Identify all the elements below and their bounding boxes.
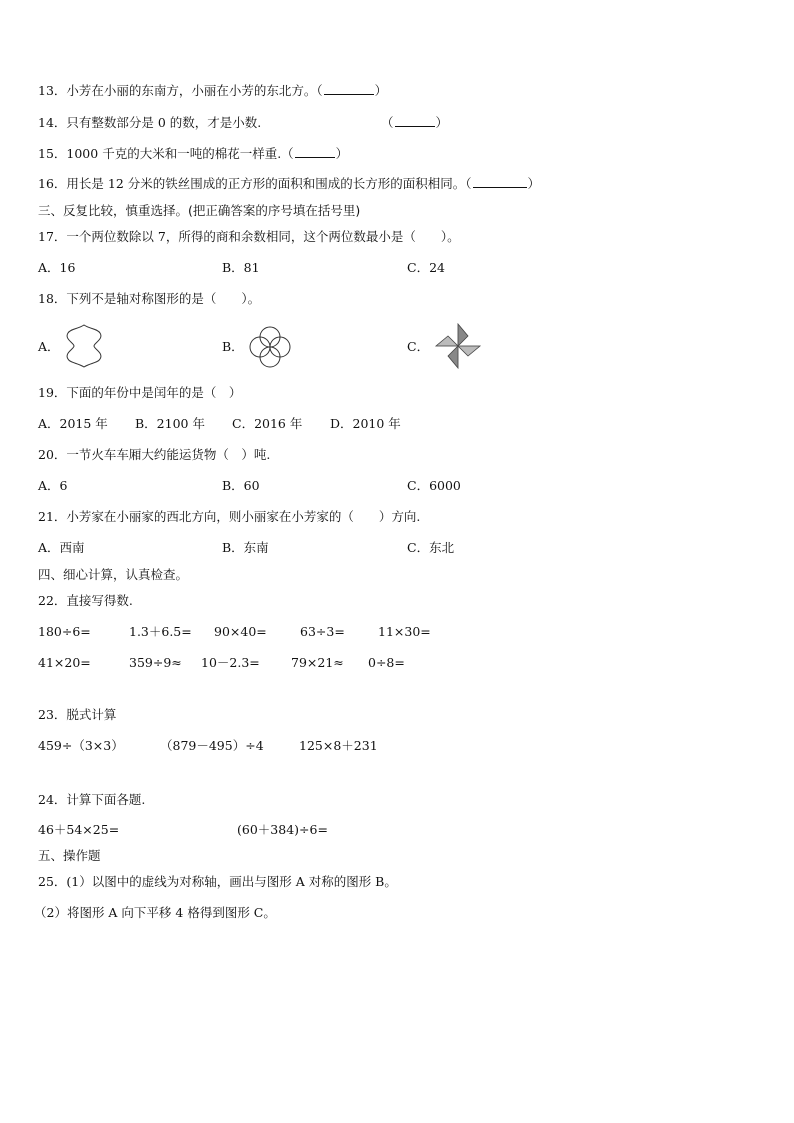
option-18-a[interactable]: A． — [38, 339, 60, 354]
calc-item: 459÷（3×3） — [38, 738, 124, 753]
calc-item: 125×8＋231 — [299, 738, 378, 753]
question-14-close: ） — [435, 115, 449, 130]
question-17-stem: 17．一个两位数除以 7，所得的商和余数相同，这个两位数最小是（ ）。 — [38, 229, 460, 244]
pinwheel-figure-c — [434, 322, 482, 370]
calc-item: 0÷8= — [368, 655, 405, 670]
option-19-c[interactable]: C．2016 年 — [232, 416, 303, 431]
question-13 — [38, 82, 387, 100]
symmetric-shape-figure-a — [64, 323, 104, 369]
question-15-close: ） — [335, 146, 349, 161]
question-14-open: （ — [381, 115, 394, 130]
option-19-d[interactable]: D．2010 年 — [330, 416, 401, 431]
answer-blank-16[interactable] — [473, 175, 527, 188]
option-19-b[interactable]: B．2100 年 — [135, 416, 205, 431]
question-21-stem: 21．小芳家在小丽家的西北方向，则小丽家在小芳家的（ ）方向. — [38, 509, 421, 524]
question-16-close: ） — [527, 176, 541, 191]
four-circles-figure-b — [247, 324, 293, 370]
calc-item: （879－495）÷4 — [160, 738, 264, 753]
question-16 — [38, 175, 540, 193]
question-14-text: 14．只有整数部分是 0 的数，才是小数. — [38, 115, 262, 130]
option-17-c[interactable]: C．24 — [407, 260, 445, 275]
option-20-b[interactable]: B．60 — [222, 478, 260, 493]
calc-item: 90×40= — [214, 624, 267, 639]
question-19-stem: 19．下面的年份中是闰年的是（ ） — [38, 385, 242, 400]
question-24-stem: 24．计算下面各题. — [38, 792, 146, 807]
question-25-part-1: 25．(1）以图中的虚线为对称轴，画出与图形 A 对称的图形 B。 — [38, 874, 397, 889]
calc-item: 46＋54×25= — [38, 822, 120, 837]
option-20-a[interactable]: A．6 — [38, 478, 68, 493]
question-23-stem: 23．脱式计算 — [38, 707, 117, 722]
calc-item: 359÷9≈ — [129, 655, 182, 670]
option-19-a[interactable]: A．2015 年 — [38, 416, 108, 431]
calc-item: 11×30= — [378, 624, 431, 639]
question-22-stem: 22．直接写得数. — [38, 593, 133, 608]
calc-item: (60＋384)÷6= — [237, 822, 328, 837]
question-13-close: ） — [374, 83, 388, 98]
option-18-c[interactable]: C． — [407, 339, 430, 354]
section-5-heading: 五、操作题 — [38, 848, 101, 863]
question-18-stem: 18．下列不是轴对称图形的是（ ）。 — [38, 291, 261, 306]
option-21-c[interactable]: C．东北 — [407, 540, 455, 555]
option-21-a[interactable]: A．西南 — [38, 540, 85, 555]
option-18-b[interactable]: B． — [222, 339, 244, 354]
question-25-part-2: （2）将图形 A 向下平移 4 格得到图形 C。 — [34, 905, 276, 920]
option-17-a[interactable]: A．16 — [38, 260, 76, 275]
question-16-text: 16．用长是 12 分米的铁丝围成的正方形的面积和围成的长方形的面积相同。（ — [38, 176, 472, 191]
question-15 — [38, 145, 348, 163]
calc-item: 10－2.3= — [201, 655, 260, 670]
question-15-text: 15．1000 千克的大米和一吨的棉花一样重.（ — [38, 146, 294, 161]
section-4-heading: 四、细心计算，认真检查。 — [38, 567, 189, 582]
calc-item: 41×20= — [38, 655, 91, 670]
calc-item: 79×21≈ — [291, 655, 344, 670]
section-3-heading: 三、反复比较，慎重选择。(把正确答案的序号填在括号里) — [38, 203, 361, 218]
answer-blank-14[interactable] — [395, 114, 435, 127]
calc-item: 180÷6= — [38, 624, 91, 639]
calc-item: 63÷3= — [300, 624, 345, 639]
option-21-b[interactable]: B．东南 — [222, 540, 269, 555]
question-20-stem: 20．一节火车车厢大约能运货物（ ）吨. — [38, 447, 271, 462]
answer-blank-13[interactable] — [324, 82, 374, 95]
option-17-b[interactable]: B．81 — [222, 260, 260, 275]
calc-item: 1.3＋6.5= — [129, 624, 192, 639]
answer-blank-15[interactable] — [295, 145, 335, 158]
question-14-answer — [381, 114, 448, 132]
question-14 — [38, 114, 449, 132]
option-20-c[interactable]: C．6000 — [407, 478, 461, 493]
question-13-text: 13．小芳在小丽的东南方，小丽在小芳的东北方。（ — [38, 83, 323, 98]
